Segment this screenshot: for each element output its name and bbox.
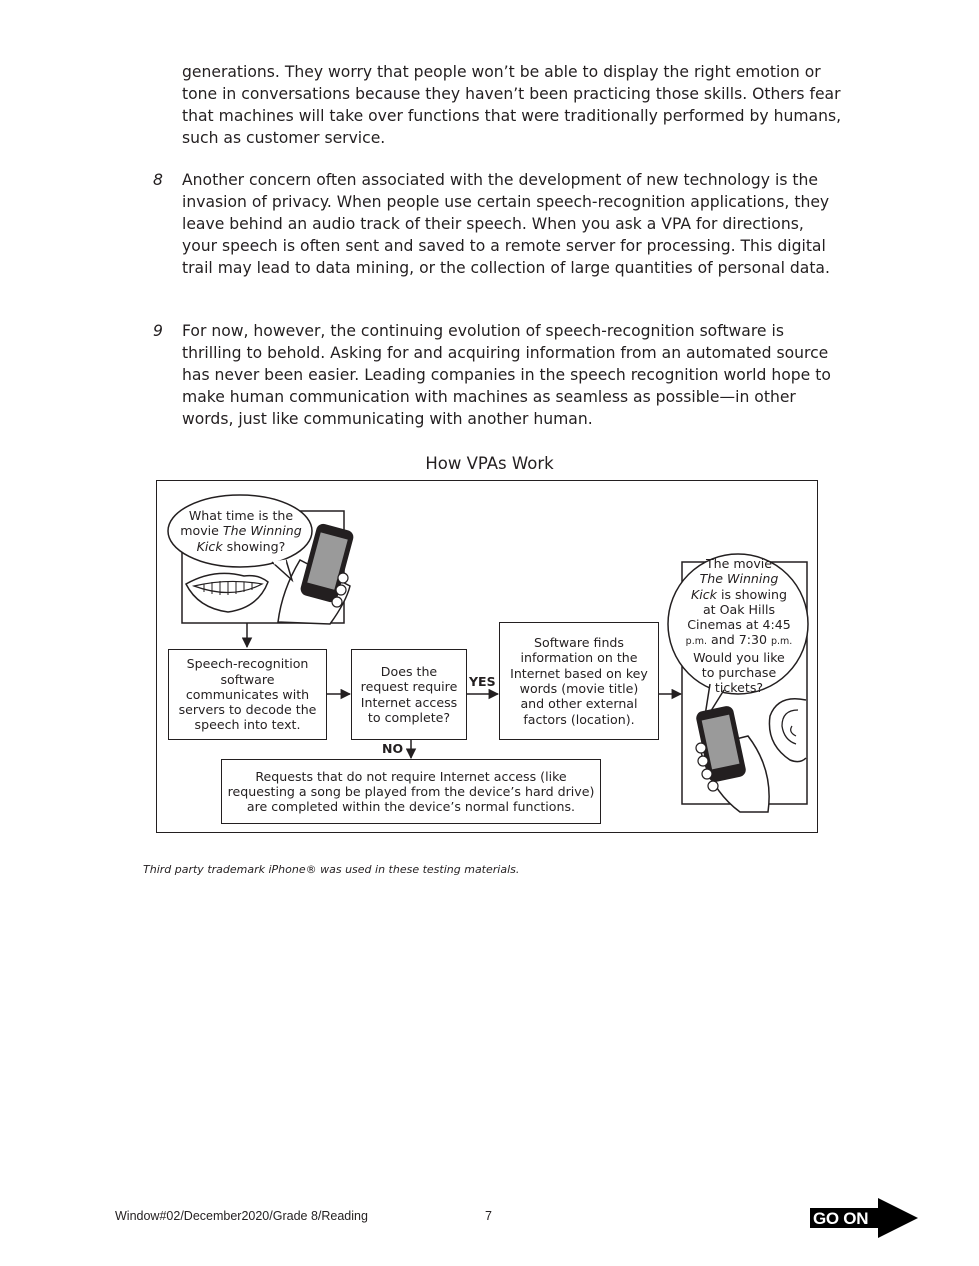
trademark-footnote: Third party trademark iPhone® was used in these testing materials. bbox=[143, 863, 520, 876]
answer-time-suffix-1: p.m. bbox=[685, 636, 707, 648]
form-id: Window#02/December2020/Grade 8/Reading bbox=[115, 1209, 368, 1223]
question-movie-title-1: The Winning bbox=[222, 523, 302, 539]
phone-in-hand-right-icon bbox=[695, 705, 769, 812]
question-movie-title-2: Kick bbox=[196, 538, 223, 554]
answer-line-5: Cinemas at 4:45 bbox=[687, 617, 791, 633]
answer-line-6: and 7:30 bbox=[707, 632, 771, 648]
page-number: 7 bbox=[485, 1209, 492, 1223]
question-bubble bbox=[172, 508, 310, 554]
mouth-icon bbox=[186, 573, 268, 612]
go-on-label: GO ON bbox=[813, 1209, 869, 1228]
speech-recognition-box: Speech-recognition software communicates with servers to decode the speech into text. bbox=[168, 649, 327, 740]
paragraph-9: For now, however, the continuing evolution of speech-recognition software is thrilling to behold. Asking for and acquiring information from an automated source has never been easier. Leading companies in the speech recognition world hope to make human communication with machines as seamless as possible—in other words, just like communicating with another human. bbox=[182, 322, 831, 428]
answer-time-suffix-2: p.m. bbox=[770, 636, 793, 648]
question-line-2: movie bbox=[180, 523, 223, 539]
answer-line-3: is showing bbox=[716, 586, 788, 602]
ear-icon bbox=[769, 699, 806, 762]
diagram-title: How VPAs Work bbox=[425, 454, 554, 473]
answer-line-1: The movie bbox=[705, 556, 773, 571]
no-internet-box: Requests that do not require Internet access (like requesting a song be played from the device’s hard drive) are completed within the device’s normal functions. bbox=[221, 759, 601, 824]
no-label: NO bbox=[382, 741, 404, 756]
question-line-3: showing? bbox=[222, 538, 286, 554]
paragraph-number-9: 9 bbox=[153, 322, 163, 340]
paragraph-8: Another concern often associated with the development of new technology is the invasion of privacy. When people use certain speech-recognition applications, they leave behind an audio track of their speech. When you ask a VPA for directions, your speech is often sent and saved to a remote server for processing. This digital trail may lead to data mining, or the collection of large quantities of personal data. bbox=[182, 171, 830, 277]
yes-label: YES bbox=[469, 674, 496, 689]
answer-line-4: at Oak Hills bbox=[702, 601, 776, 617]
answer-movie-title-2: Kick bbox=[690, 586, 717, 602]
answer-line-9: tickets? bbox=[714, 680, 764, 696]
paragraph-number-8: 8 bbox=[153, 171, 163, 189]
decision-box: Does the request require Internet access to complete? bbox=[351, 649, 467, 740]
answer-line-7: Would you like bbox=[693, 649, 785, 665]
question-line-1: What time is the bbox=[188, 508, 294, 523]
passage-continuation: generations. They worry that people won’t be able to display the right emotion or tone in conversations because they haven’t been practicing those skills. Others fear that machines will take over functions that were traditionally performed by humans, such as customer service. bbox=[182, 63, 842, 147]
answer-line-8: to purchase bbox=[701, 665, 777, 681]
answer-bubble bbox=[672, 556, 806, 696]
software-finds-box: Software finds information on the Internet based on key words (movie title) and other external factors (location). bbox=[499, 622, 659, 740]
answer-movie-title-1: The Winning bbox=[699, 571, 779, 587]
